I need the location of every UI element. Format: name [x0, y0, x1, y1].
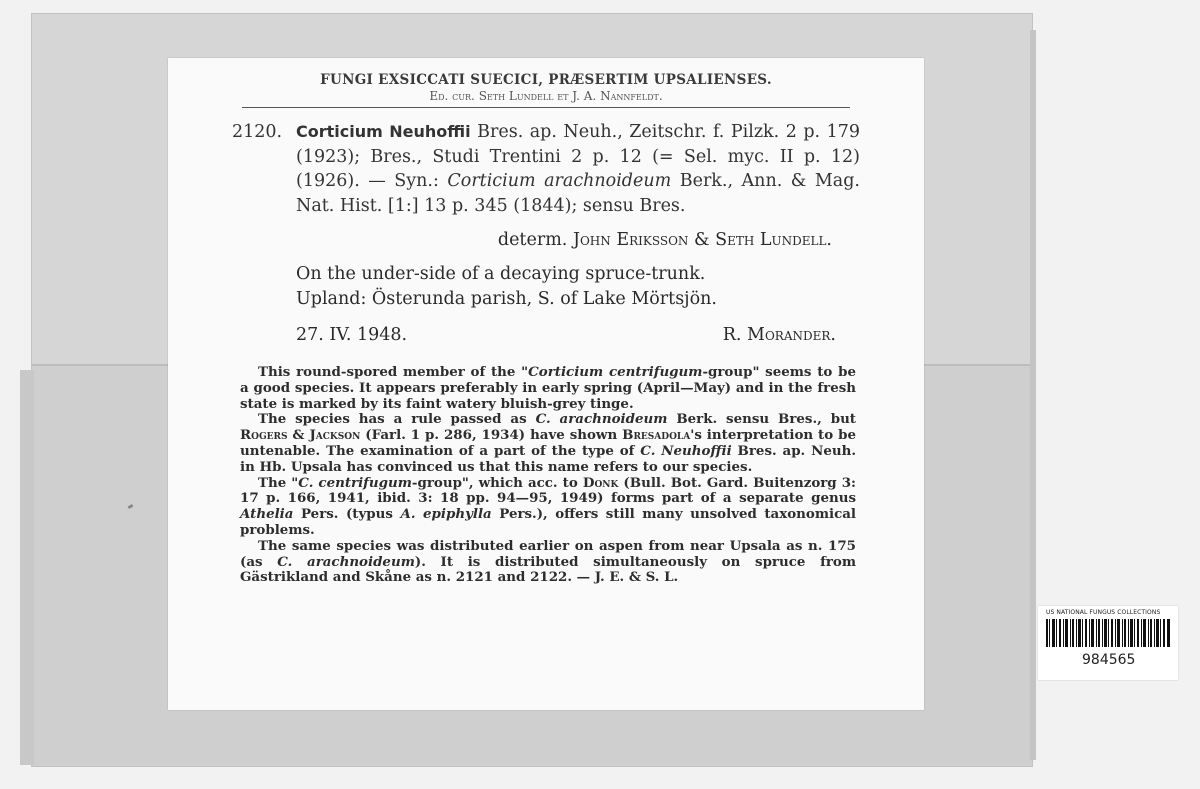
note-taxon: C. Neuhoffii [640, 442, 732, 459]
note-text: 's interpretation to be untenable. The examination of a part of the type of [240, 427, 856, 459]
collection-line [296, 325, 860, 345]
note-taxon: C. arachnoideum [535, 411, 668, 428]
barcode-icon [1046, 619, 1170, 647]
specimen-entry [232, 120, 860, 218]
note-text: ). It is distributed simultaneously on spruce from Gästrikland and Skåne as n. 2121 and 2122. — J. E. & S. L. [240, 553, 857, 586]
label-header [242, 72, 850, 108]
collector-name: R. Morander. [722, 325, 836, 345]
note-text: Pers. (typus [293, 506, 401, 523]
determ-prefix: determ. [497, 230, 568, 250]
barcode-number: 984565 [1082, 652, 1136, 668]
note-text: The same species was distributed earlier on aspen from near Upsala as n. 175 (as [240, 537, 856, 570]
editors-prefix: Ed. cur. [429, 89, 475, 103]
note-text: Pers.), offers still many unsolved taxonomical problems. [240, 506, 856, 538]
note-paragraph [240, 365, 856, 412]
note-text: Bres. ap. Neuh. in Hb. Upsala has convinced us that this name refers to our species. [240, 442, 856, 475]
note-taxon: A. epiphylla [400, 506, 492, 523]
synonym-name: Corticium arachnoideum [447, 171, 672, 191]
editors-line [242, 89, 850, 103]
note-paragraph [240, 412, 856, 475]
editors-names: Seth Lundell et J. A. Nannfeldt. [478, 89, 663, 103]
note-taxon: Corticium centrifugum [528, 364, 703, 380]
determ-names: John Eriksson & Seth Lundell. [572, 230, 832, 250]
locality-line: Upland: Österunda parish, S. of Lake Mörtsjön. [296, 288, 717, 309]
series-title: FUNGI EXSICCATI SUECICI, PRÆSERTIM UPSALIENSES. [320, 72, 772, 88]
note-text: The " [258, 474, 299, 491]
note-author: Bresadola [622, 427, 691, 444]
note-author: Rogers & Jackson [240, 427, 361, 444]
note-text: Berk. sensu Bres., but [667, 411, 856, 428]
citation-part: Bres. ap. Neuh., Zeitschr. f. Pilzk. 2 p. 179 (1923); Bres., Studi Trentini 2 p. 12 (= Sel. myc. II p. 12) (1926). — Syn.: [296, 122, 860, 191]
note-paragraph [240, 539, 856, 586]
collection-date: 27. IV. 1948. [296, 325, 408, 345]
label-notes [232, 365, 860, 586]
barcode-sticker [1038, 606, 1178, 680]
note-text: The species has a rule passed as [258, 411, 536, 428]
citation-part: Berk., Ann. & Mag. Nat. Hist. [1:] 13 p. 345 (1844); sensu Bres. [296, 171, 860, 216]
note-author: Donk [582, 474, 619, 491]
taxon-name: Corticium Neuhoffii [296, 122, 471, 141]
entry-citation [296, 120, 860, 218]
exsiccata-label [168, 58, 924, 710]
note-taxon: C. centrifugum [298, 474, 412, 491]
habitat-locality [296, 262, 860, 311]
barcode-caption: US NATIONAL FUNGUS COLLECTIONS [1046, 609, 1161, 616]
note-taxon: C. arachnoideum [277, 553, 415, 570]
folder-edge [1030, 30, 1036, 760]
determination-line [232, 230, 860, 250]
note-taxon: Athelia [240, 506, 294, 523]
habitat-line: On the under-side of a decaying spruce-trunk. [296, 264, 706, 284]
note-text: -group", which acc. to [411, 474, 583, 491]
note-text: (Bull. Bot. Gard. Buitenzorg 3: 17 p. 166, 1941, ibid. 3: 18 pp. 94—95, 1949) forms part of a separate genus [240, 474, 857, 507]
note-text: (Farl. 1 p. 286, 1934) have shown [360, 427, 623, 444]
folder-edge [20, 370, 34, 765]
note-paragraph [240, 476, 856, 539]
note-text: This round-spored member of the " [258, 364, 529, 380]
note-text: -group" seems to be a good species. It appears preferably in early spring (April—May) and in the fresh state is marked by its faint watery bluish-grey tinge. [240, 364, 856, 412]
entry-number: 2120. [232, 122, 283, 142]
